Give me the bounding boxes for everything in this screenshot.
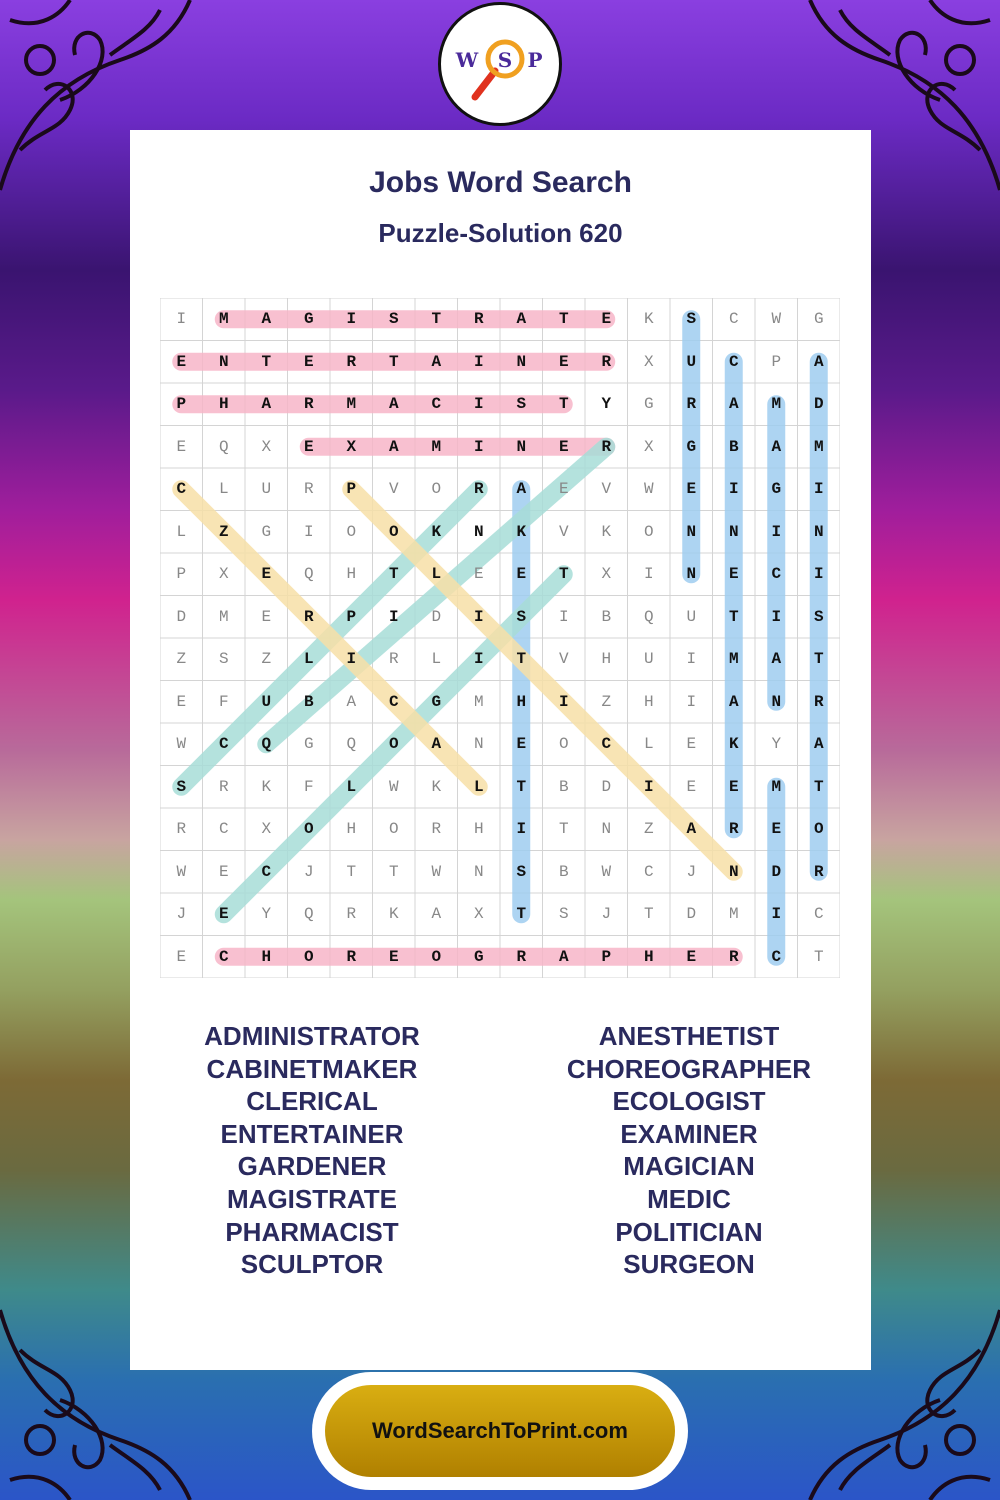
- grid-cell[interactable]: M: [728, 650, 739, 669]
- grid-cell[interactable]: N: [516, 437, 527, 456]
- grid-cell[interactable]: T: [558, 820, 569, 839]
- grid-cell[interactable]: I: [686, 650, 697, 669]
- grid-cell[interactable]: R: [728, 820, 739, 839]
- grid-cell[interactable]: H: [261, 947, 272, 966]
- grid-cell[interactable]: P: [771, 352, 782, 371]
- word-list-item: MAGISTRATE: [227, 1183, 397, 1214]
- grid-cell[interactable]: A: [346, 692, 357, 711]
- grid-cell[interactable]: R: [176, 820, 187, 839]
- grid-cell[interactable]: A: [813, 735, 824, 754]
- grid-cell[interactable]: C: [176, 480, 187, 499]
- grid-cell[interactable]: N: [473, 735, 484, 754]
- grid-cell[interactable]: R: [473, 480, 484, 499]
- grid-cell[interactable]: K: [388, 905, 399, 924]
- word-list-item: ENTERTAINER: [220, 1118, 404, 1149]
- grid-cell[interactable]: I: [473, 607, 484, 626]
- grid-cell[interactable]: M: [431, 437, 442, 456]
- grid-cell[interactable]: I: [813, 565, 824, 584]
- grid-cell[interactable]: H: [346, 820, 357, 839]
- grid-cell[interactable]: J: [601, 905, 612, 924]
- grid-cell[interactable]: M: [218, 310, 229, 329]
- grid-cell[interactable]: Z: [176, 650, 187, 669]
- logo-letter-p: P: [527, 48, 543, 72]
- grid-cell[interactable]: R: [473, 310, 484, 329]
- grid-cell[interactable]: I: [728, 480, 739, 499]
- grid-cell[interactable]: M: [346, 395, 357, 414]
- grid-cell[interactable]: W: [601, 862, 612, 881]
- grid-cell[interactable]: L: [643, 735, 654, 754]
- grid-cell[interactable]: A: [261, 310, 272, 329]
- grid-cell[interactable]: A: [771, 650, 782, 669]
- grid-cell[interactable]: U: [686, 352, 697, 371]
- grid-cell[interactable]: C: [771, 565, 782, 584]
- grid-cell[interactable]: I: [771, 607, 782, 626]
- grid-cell[interactable]: E: [686, 480, 697, 499]
- grid-cell[interactable]: R: [516, 947, 527, 966]
- grid-cell[interactable]: E: [558, 437, 569, 456]
- grid-cell[interactable]: X: [218, 565, 229, 584]
- grid-cell[interactable]: J: [176, 905, 187, 924]
- word-list-item: POLITICIAN: [615, 1216, 763, 1247]
- grid-cell[interactable]: Y: [261, 905, 272, 924]
- grid-cell[interactable]: A: [516, 480, 527, 499]
- grid-cell[interactable]: E: [558, 352, 569, 371]
- grid-cell[interactable]: K: [643, 310, 654, 329]
- grid-cell[interactable]: R: [346, 905, 357, 924]
- grid-cell[interactable]: X: [601, 565, 612, 584]
- grid-cell[interactable]: D: [771, 862, 782, 881]
- grid-cell[interactable]: R: [346, 947, 357, 966]
- grid-cell[interactable]: N: [473, 862, 484, 881]
- magnifier-handle-icon: [475, 71, 495, 97]
- grid-cell[interactable]: O: [388, 522, 399, 541]
- grid-cell[interactable]: A: [771, 437, 782, 456]
- grid-cell[interactable]: I: [558, 692, 569, 711]
- word-list-left: [182, 1020, 442, 1281]
- word-list-right: [559, 1020, 819, 1281]
- grid-cell[interactable]: T: [388, 565, 399, 584]
- grid-cell[interactable]: U: [643, 650, 654, 669]
- grid-cell[interactable]: L: [431, 565, 442, 584]
- grid-cell[interactable]: I: [516, 820, 527, 839]
- grid-cell[interactable]: F: [303, 777, 314, 796]
- word-list-item: EXAMINER: [620, 1118, 758, 1149]
- word-list-item: PHARMACIST: [225, 1216, 399, 1247]
- page-title: Jobs Word Search: [369, 166, 632, 199]
- grid-cell[interactable]: Q: [346, 735, 357, 754]
- grid-cell[interactable]: R: [303, 395, 314, 414]
- grid-cell[interactable]: W: [176, 862, 187, 881]
- grid-cell[interactable]: N: [728, 862, 739, 881]
- grid-cell[interactable]: T: [388, 352, 399, 371]
- grid-cell[interactable]: O: [813, 820, 824, 839]
- grid-cell[interactable]: C: [388, 692, 399, 711]
- grid-cell[interactable]: S: [686, 310, 697, 329]
- grid-cell[interactable]: A: [431, 352, 442, 371]
- grid-cell[interactable]: B: [601, 607, 612, 626]
- grid-cell[interactable]: A: [516, 310, 527, 329]
- grid-cell[interactable]: C: [643, 862, 654, 881]
- grid-cell[interactable]: R: [431, 820, 442, 839]
- word-list-item: ECOLOGIST: [612, 1086, 766, 1117]
- grid-cell[interactable]: C: [218, 947, 229, 966]
- grid-cell[interactable]: Q: [303, 565, 314, 584]
- grid-cell[interactable]: D: [813, 395, 824, 414]
- grid-cell[interactable]: T: [516, 905, 527, 924]
- grid-cell[interactable]: Y: [601, 395, 612, 414]
- grid-cell[interactable]: N: [686, 522, 697, 541]
- grid-cell[interactable]: N: [728, 522, 739, 541]
- grid-cell[interactable]: H: [473, 820, 484, 839]
- grid-cell[interactable]: E: [303, 437, 314, 456]
- grid-cell[interactable]: Q: [643, 607, 654, 626]
- grid-cell[interactable]: R: [303, 607, 314, 626]
- grid-cell[interactable]: G: [813, 310, 824, 329]
- grid-cell[interactable]: R: [813, 862, 824, 881]
- grid-cell[interactable]: U: [261, 692, 272, 711]
- grid-cell[interactable]: S: [176, 777, 187, 796]
- grid-cell[interactable]: Z: [261, 650, 272, 669]
- grid-cell[interactable]: N: [473, 522, 484, 541]
- grid-cell[interactable]: T: [558, 310, 569, 329]
- grid-cell[interactable]: X: [643, 437, 654, 456]
- grid-cell[interactable]: K: [728, 735, 739, 754]
- grid-cell[interactable]: W: [431, 862, 442, 881]
- grid-cell[interactable]: N: [516, 352, 527, 371]
- grid-cell[interactable]: O: [303, 947, 314, 966]
- grid-cell[interactable]: C: [728, 352, 739, 371]
- grid-cell[interactable]: E: [261, 607, 272, 626]
- grid-cell[interactable]: T: [813, 777, 824, 796]
- puzzle-panel: [130, 130, 871, 1370]
- grid-cell[interactable]: T: [728, 607, 739, 626]
- grid-cell[interactable]: U: [261, 480, 272, 499]
- grid-cell[interactable]: I: [771, 522, 782, 541]
- grid-cell[interactable]: N: [771, 692, 782, 711]
- grid-cell[interactable]: Z: [218, 522, 229, 541]
- grid-cell[interactable]: E: [558, 480, 569, 499]
- logo-letter-s: S: [497, 48, 513, 72]
- word-search-grid: [160, 298, 840, 978]
- grid-cell[interactable]: T: [558, 395, 569, 414]
- grid-cell[interactable]: S: [516, 862, 527, 881]
- grid-cell[interactable]: K: [431, 522, 442, 541]
- grid-cell[interactable]: V: [388, 480, 399, 499]
- grid-cell[interactable]: E: [303, 352, 314, 371]
- grid-cell[interactable]: L: [473, 777, 484, 796]
- grid-cell[interactable]: E: [728, 565, 739, 584]
- grid-cell[interactable]: G: [643, 395, 654, 414]
- grid-cell[interactable]: N: [601, 820, 612, 839]
- grid-cell[interactable]: T: [388, 862, 399, 881]
- grid-cell[interactable]: N: [686, 565, 697, 584]
- grid-cell[interactable]: X: [643, 352, 654, 371]
- grid-cell[interactable]: T: [346, 862, 357, 881]
- grid-cell[interactable]: Q: [218, 437, 229, 456]
- grid-cell[interactable]: I: [643, 777, 654, 796]
- word-list-item: SCULPTOR: [240, 1249, 384, 1280]
- grid-cell[interactable]: I: [346, 310, 357, 329]
- grid-cell[interactable]: S: [388, 310, 399, 329]
- grid-cell[interactable]: X: [261, 437, 272, 456]
- grid-cell[interactable]: I: [473, 437, 484, 456]
- grid-cell[interactable]: E: [516, 735, 527, 754]
- grid-cell[interactable]: R: [686, 395, 697, 414]
- grid-cell[interactable]: X: [346, 437, 357, 456]
- grid-cell[interactable]: O: [388, 820, 399, 839]
- grid-cell[interactable]: C: [261, 862, 272, 881]
- grid-cell[interactable]: I: [771, 905, 782, 924]
- grid-cell[interactable]: I: [558, 607, 569, 626]
- grid-cell[interactable]: R: [218, 777, 229, 796]
- grid-cell[interactable]: A: [431, 905, 442, 924]
- grid-cell[interactable]: T: [643, 905, 654, 924]
- word-list-item: MEDIC: [647, 1183, 731, 1214]
- grid-cell[interactable]: H: [643, 947, 654, 966]
- grid-cell[interactable]: K: [516, 522, 527, 541]
- grid-cell[interactable]: V: [558, 650, 569, 669]
- grid-cell[interactable]: Q: [303, 905, 314, 924]
- grid-cell[interactable]: E: [176, 437, 187, 456]
- grid-cell[interactable]: M: [728, 905, 739, 924]
- word-list-item: GARDENER: [237, 1151, 387, 1182]
- grid-cell[interactable]: I: [176, 310, 187, 329]
- grid-cell[interactable]: C: [218, 735, 229, 754]
- grid-cell[interactable]: M: [771, 395, 782, 414]
- grid-cell[interactable]: G: [431, 692, 442, 711]
- grid-cell[interactable]: I: [473, 650, 484, 669]
- grid-cell[interactable]: S: [516, 395, 527, 414]
- grid-cell[interactable]: D: [601, 777, 612, 796]
- grid-cell[interactable]: N: [813, 522, 824, 541]
- word-list-item: ADMINISTRATOR: [204, 1021, 420, 1051]
- grid-cell[interactable]: C: [601, 735, 612, 754]
- grid-cell[interactable]: E: [601, 310, 612, 329]
- grid-cell[interactable]: I: [473, 352, 484, 371]
- grid-cell[interactable]: A: [388, 395, 399, 414]
- word-list: [130, 1020, 871, 1281]
- grid-cell[interactable]: X: [473, 905, 484, 924]
- grid-cell[interactable]: T: [813, 947, 824, 966]
- grid-cell[interactable]: E: [261, 565, 272, 584]
- grid-cell[interactable]: W: [643, 480, 654, 499]
- grid-cell[interactable]: P: [176, 395, 187, 414]
- logo-letter-w: W: [455, 48, 479, 72]
- grid-cell[interactable]: E: [176, 947, 187, 966]
- wsp-logo: [438, 2, 562, 126]
- grid-cell[interactable]: A: [558, 947, 569, 966]
- grid-cell[interactable]: W: [771, 310, 782, 329]
- word-list-item: CLERICAL: [246, 1086, 378, 1117]
- grid-cell[interactable]: G: [261, 522, 272, 541]
- grid-cell[interactable]: M: [218, 607, 229, 626]
- grid-cell[interactable]: I: [303, 522, 314, 541]
- grid-cell[interactable]: V: [558, 522, 569, 541]
- grid-cell[interactable]: E: [686, 947, 697, 966]
- grid-cell[interactable]: T: [558, 565, 569, 584]
- grid-cell[interactable]: D: [176, 607, 187, 626]
- grid-cell[interactable]: E: [686, 735, 697, 754]
- grid-cell[interactable]: R: [728, 947, 739, 966]
- grid-cell[interactable]: J: [303, 862, 314, 881]
- grid-cell[interactable]: K: [431, 777, 442, 796]
- grid-cell[interactable]: C: [813, 905, 824, 924]
- grid-cell[interactable]: X: [261, 820, 272, 839]
- grid-cell[interactable]: S: [516, 607, 527, 626]
- grid-cell[interactable]: P: [601, 947, 612, 966]
- grid-cell[interactable]: I: [473, 395, 484, 414]
- grid-cell[interactable]: D: [431, 607, 442, 626]
- grid-cell[interactable]: N: [218, 352, 229, 371]
- grid-cell[interactable]: P: [176, 565, 187, 584]
- grid-cell[interactable]: W: [388, 777, 399, 796]
- word-list-item: SURGEON: [623, 1249, 755, 1280]
- grid-cell[interactable]: O: [558, 735, 569, 754]
- grid-cell[interactable]: O: [431, 947, 442, 966]
- grid-cell[interactable]: Q: [261, 735, 272, 754]
- grid-cell[interactable]: H: [346, 565, 357, 584]
- page-subtitle: Puzzle-Solution 620: [378, 218, 623, 248]
- grid-cell[interactable]: O: [431, 480, 442, 499]
- grid-cell[interactable]: I: [388, 607, 399, 626]
- grid-cell[interactable]: L: [431, 650, 442, 669]
- grid-cell[interactable]: B: [728, 437, 739, 456]
- grid-cell[interactable]: I: [686, 692, 697, 711]
- grid-cell[interactable]: Z: [601, 692, 612, 711]
- grid-cell[interactable]: C: [218, 820, 229, 839]
- grid-cell[interactable]: O: [303, 820, 314, 839]
- grid-cell[interactable]: C: [771, 947, 782, 966]
- grid-cell[interactable]: A: [261, 395, 272, 414]
- grid-cell[interactable]: G: [686, 437, 697, 456]
- grid-cell[interactable]: B: [558, 777, 569, 796]
- grid-cell[interactable]: A: [813, 352, 824, 371]
- grid-cell[interactable]: L: [176, 522, 187, 541]
- grid-cell[interactable]: L: [346, 777, 357, 796]
- grid-cell[interactable]: M: [473, 692, 484, 711]
- grid-cell[interactable]: A: [388, 437, 399, 456]
- grid-cell[interactable]: T: [516, 777, 527, 796]
- grid-cell[interactable]: G: [303, 735, 314, 754]
- grid-cell[interactable]: E: [176, 352, 187, 371]
- grid-cell[interactable]: T: [261, 352, 272, 371]
- grid-cell[interactable]: A: [728, 692, 739, 711]
- grid-cell[interactable]: R: [601, 352, 612, 371]
- grid-cell[interactable]: V: [601, 480, 612, 499]
- grid-cell[interactable]: R: [303, 480, 314, 499]
- grid-cell[interactable]: M: [813, 437, 824, 456]
- word-list-item: CABINETMAKER: [206, 1053, 418, 1084]
- grid-cell[interactable]: A: [728, 395, 739, 414]
- grid-cell[interactable]: T: [431, 310, 442, 329]
- grid-cell[interactable]: A: [431, 735, 442, 754]
- grid-cell[interactable]: S: [218, 650, 229, 669]
- grid-cell[interactable]: R: [813, 692, 824, 711]
- grid-cell[interactable]: C: [431, 395, 442, 414]
- grid-cell[interactable]: L: [218, 480, 229, 499]
- grid-cell[interactable]: G: [303, 310, 314, 329]
- grid-cell[interactable]: K: [601, 522, 612, 541]
- word-list-item: CHOREOGRAPHER: [566, 1053, 812, 1084]
- grid-cell[interactable]: Z: [643, 820, 654, 839]
- grid-cell[interactable]: O: [388, 735, 399, 754]
- footer-badge[interactable]: [312, 1372, 688, 1490]
- grid-cell[interactable]: I: [813, 480, 824, 499]
- grid-cell[interactable]: R: [388, 650, 399, 669]
- grid-cell[interactable]: E: [176, 692, 187, 711]
- grid-cell[interactable]: O: [346, 522, 357, 541]
- grid-cell[interactable]: E: [728, 777, 739, 796]
- grid-cell[interactable]: U: [686, 607, 697, 626]
- grid-cell[interactable]: H: [218, 395, 229, 414]
- grid-cell[interactable]: P: [346, 607, 357, 626]
- grid-cell[interactable]: A: [686, 820, 697, 839]
- grid-cell[interactable]: I: [643, 565, 654, 584]
- grid-cell[interactable]: E: [686, 777, 697, 796]
- grid-cell[interactable]: E: [771, 820, 782, 839]
- grid-cell[interactable]: H: [601, 650, 612, 669]
- word-list-item: ANESTHETIST: [598, 1021, 780, 1051]
- grid-cell[interactable]: D: [686, 905, 697, 924]
- grid-cell[interactable]: E: [218, 905, 229, 924]
- grid-cell[interactable]: C: [728, 310, 739, 329]
- grid-cell[interactable]: B: [303, 692, 314, 711]
- letter-grid: [160, 298, 840, 978]
- grid-cell[interactable]: R: [346, 352, 357, 371]
- grid-cell[interactable]: O: [643, 522, 654, 541]
- grid-cell[interactable]: S: [558, 905, 569, 924]
- grid-cell[interactable]: P: [346, 480, 357, 499]
- grid-cell[interactable]: E: [218, 862, 229, 881]
- grid-cell[interactable]: J: [686, 862, 697, 881]
- grid-cell[interactable]: R: [601, 437, 612, 456]
- grid-cell[interactable]: S: [813, 607, 824, 626]
- grid-cell[interactable]: L: [303, 650, 314, 669]
- grid-cell[interactable]: G: [473, 947, 484, 966]
- grid-cell[interactable]: M: [771, 777, 782, 796]
- grid-cell[interactable]: K: [261, 777, 272, 796]
- grid-cell[interactable]: I: [346, 650, 357, 669]
- grid-cell[interactable]: F: [218, 692, 229, 711]
- grid-cell[interactable]: T: [813, 650, 824, 669]
- grid-cell[interactable]: W: [176, 735, 187, 754]
- grid-cell[interactable]: G: [771, 480, 782, 499]
- grid-cell[interactable]: E: [516, 565, 527, 584]
- grid-cell[interactable]: B: [558, 862, 569, 881]
- grid-cell[interactable]: H: [516, 692, 527, 711]
- grid-cell[interactable]: H: [643, 692, 654, 711]
- grid-cell[interactable]: T: [516, 650, 527, 669]
- grid-cell[interactable]: E: [473, 565, 484, 584]
- grid-cell[interactable]: E: [388, 947, 399, 966]
- footer-link[interactable]: WordSearchToPrint.com: [325, 1385, 675, 1477]
- grid-cell[interactable]: Y: [771, 735, 782, 754]
- word-list-item: MAGICIAN: [623, 1151, 755, 1182]
